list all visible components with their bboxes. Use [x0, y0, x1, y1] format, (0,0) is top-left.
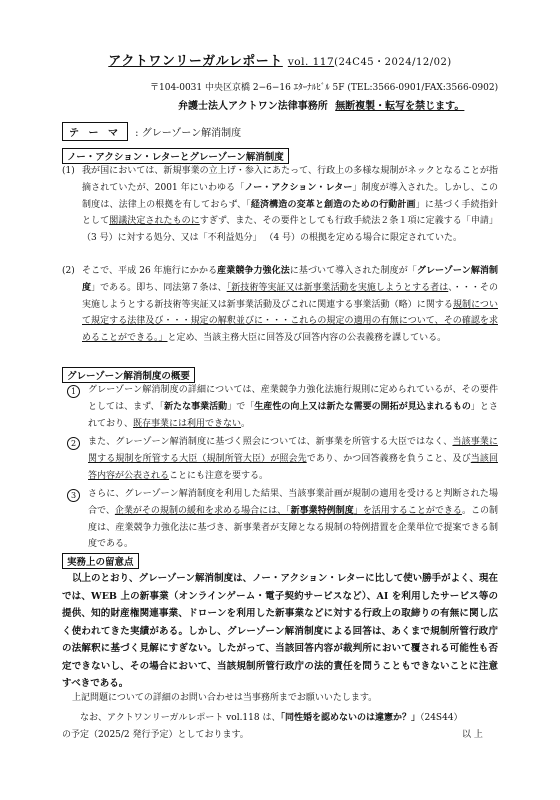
p2-text-h: 規制について規定する法律及び・・・規定の解釈並びに・・・これらの規定の適用の有無について、その確認を求めることができる。」	[82, 299, 498, 344]
item-num-3: 3	[67, 489, 80, 502]
i2-text-c: であり、かつ回答義務を負うこと、及び	[306, 453, 471, 464]
para-1	[82, 163, 498, 247]
overview-item-3	[88, 486, 498, 553]
i1-text-a: グレーゾーン解消制度の詳細については、産業競争力強化法施行規則に定められているが、その要件としては、まず、「	[88, 385, 498, 412]
copy-notice: 無断複製・転写を禁じます。	[335, 101, 465, 112]
i1-text-b: 新たな事業活動	[164, 401, 228, 412]
title-meta: (24C45・2024/12/02)	[334, 57, 452, 68]
p1-text-d: 経済構造の変革と創造のための行動計画	[250, 199, 416, 210]
p1-text-g: すぎず、また、その要件としても行政手続法２条１項に定義する「申請」 （3 号）に対する処分、又は「不利益処分」 （4 号）の根拠を定める場合に限定されていた。	[82, 216, 498, 244]
firm-name: 弁護士法人アクトワン法律事務所	[178, 101, 328, 112]
next-text-b: 「同性婚を認めないのは違憲か？」	[280, 713, 420, 723]
i1-text-g: 。	[241, 418, 251, 429]
next-issue-schedule: の予定（2025/2 発行予定）としております。	[62, 730, 249, 740]
p2-text-i: と定め、当該主務大臣に回答及び回答内容の公表義務を課している。	[167, 333, 447, 344]
title-text: アクトワンリーガルレポート	[108, 54, 283, 69]
i1-text-e: 」とされており、	[88, 401, 498, 429]
p2-text-e: 」である。即ち、同法第７条は、	[91, 282, 227, 293]
i3-text-e: 。この制度は、産業競争力強化法に基づき、新事業者が支障となる規制の特例措置を企業単位で提案できる制度である。	[88, 505, 498, 550]
firm-address: 〒104-0031 中央区京橋 2−6−16 ｴﾀｰﾅﾙﾋﾞﾙ 5F (TEL:3566-0901/FAX:3566-0902)	[150, 83, 499, 93]
contact-line: 上記問題についての詳細のお問い合わせは当事務所までお願いいたします。	[72, 693, 378, 703]
next-text-a: なお、アクトワンリーガルレポート vol.118 は、	[80, 713, 281, 723]
para-num-1: (1)	[62, 166, 75, 176]
para-num-2: (2)	[62, 266, 75, 276]
overview-item-1	[88, 382, 498, 432]
p2-text-c: に基づいて導入された制度が「	[289, 266, 417, 276]
para-2	[82, 263, 498, 347]
theme-value: : グレーゾーン解消制度	[135, 128, 242, 139]
p2-text-b: 産業競争力強化法	[217, 266, 290, 276]
item-num-2: 2	[67, 437, 80, 450]
end-mark: 以 上	[462, 730, 483, 740]
i3-text-c: 新事業特例制度	[290, 505, 354, 516]
i3-text-a: さらに、グレーゾーン解消制度を利用した結果、当該事業計画が規制の適用を受けると判断された場合で、	[88, 489, 498, 516]
p1-text-c: 」制度が導入された。しかし、この制度は、法律上の根拠を有しておらず、「	[82, 182, 498, 210]
item-num-1: 1	[67, 385, 80, 398]
theme-label: テ ー マ	[62, 122, 128, 141]
overview-item-2	[88, 434, 498, 484]
p2-text-g: 、・・・その実施しようとする新技術等実証又は新事業活動及びこれに関連する事業活動（略）に関する	[82, 282, 498, 310]
i2-text-b: 当該事業に関する規制を所管する大臣（規制所管大臣）が照会先	[88, 437, 498, 464]
p2-text-a: そこで、平成 26 年施行にかかる	[82, 266, 218, 276]
p1-text-f: 閣議決定されたものに	[109, 216, 200, 227]
practice-body: 以上のとおり、グレーゾーン解消制度は、ノー・アクション・レターに比して使い勝手がよく、現在では、WEB 上の新事業（オンラインゲーム・電子契約サービスなど）、AI を利用したサービス等の提供、知的財産権関連事業、ドローンを利用した新事業などに対する行政上の取締りの有無に関し広く使われてきた実績がある。しかし、グレーゾーン解消制度による回答は、あくまで規制所管行政庁の法解釈に基づく見解にすぎない。したがって、当該回答内容が裁判所において覆される可能性も否定できないし、その場合において、当該規制所管行政庁の法的責任を問うこともできないことに注意すべきである。	[62, 573, 498, 689]
i3-text-d: 」を活用することができる	[353, 505, 462, 516]
i1-text-c: 」で「	[227, 401, 255, 412]
p1-text-a: 我が国においては、新規事業の立上げ・参入にあたって、行政上の多様な規制がネックとなることが指摘されていたが、2001 年にいわゆる「	[82, 166, 498, 193]
p1-text-b: ノー・アクション・レター	[244, 182, 353, 193]
next-text-c: （24S44）	[419, 713, 463, 723]
section-heading-practice: 実務上の留意点	[62, 553, 139, 569]
p2-text-f: 「新技術等実証又は新事業活動を実施しようとする者は	[226, 282, 449, 293]
i2-text-e: ことにも注意を要する。	[169, 470, 269, 481]
report-title	[0, 50, 560, 69]
p1-text-e: 」に基づく手続指針として	[82, 199, 498, 227]
title-vol: vol. 117	[287, 56, 335, 68]
theme-row	[62, 122, 241, 141]
i2-text-d: 当該回答内容が公表される	[88, 453, 498, 481]
section-heading-nal: ノー・アクション・レターとグレーゾーン解消制度	[62, 148, 289, 164]
next-issue	[80, 710, 500, 726]
section-heading-overview: グレーゾーン解消制度の概要	[62, 367, 195, 383]
i1-text-f: 既存事業には利用できない	[133, 418, 242, 429]
p2-text-d: グレーゾーン解消制度	[82, 266, 498, 293]
i3-text-b: 企業がその規制の緩和を求める場合には、「	[114, 505, 291, 516]
i1-text-d: 生産性の向上又は新たな需要の開拓が見込まれるもの	[254, 401, 471, 412]
i2-text-a: また、グレーゾーン解消制度に基づく照会については、新事業を所管する大臣ではなく、	[88, 437, 453, 447]
firm-line	[178, 97, 464, 112]
